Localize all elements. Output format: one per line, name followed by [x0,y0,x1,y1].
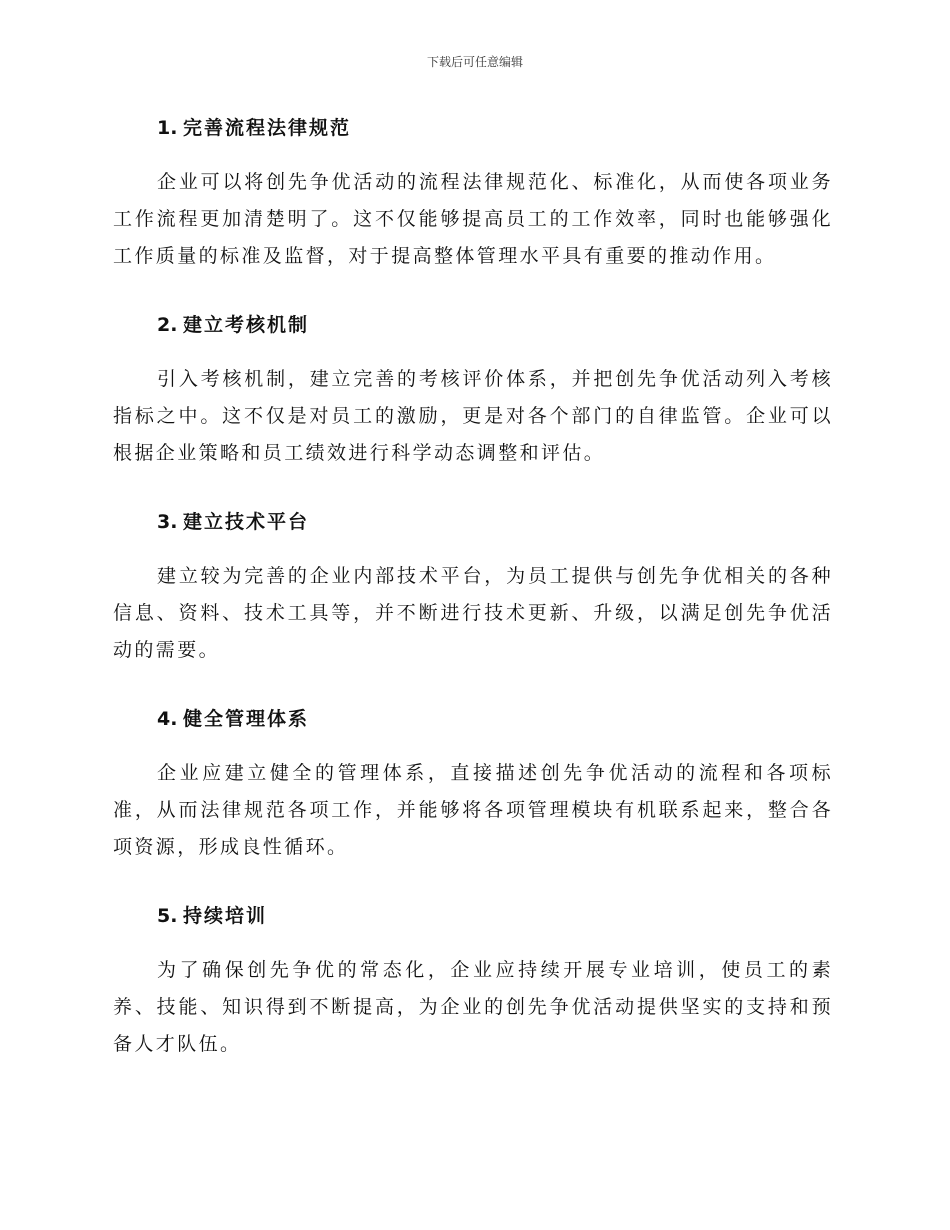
section-heading [157,504,833,540]
section-heading [157,701,833,737]
section-heading [157,898,833,934]
section-number: 3. [157,511,178,533]
section-number: 4. [157,708,178,730]
section-paragraph: 建立较为完善的企业内部技术平台，为员工提供与创先争优相关的各种信息、资料、技术工具等，并不断进行技术更新、升级，以满足创先争优活动的需要。 [113,565,833,661]
section-paragraph: 企业可以将创先争优活动的流程法律规范化、标准化，从而使各项业务工作流程更加清楚明了。这不仅能够提高员工的工作效率，同时也能够强化工作质量的标准及监督，对于提高整体管理水平具有重要的推动作用。 [113,171,833,267]
section-heading [157,110,833,146]
section-paragraph: 企业应建立健全的管理体系，直接描述创先争优活动的流程和各项标准，从而法律规范各项工作，并能够将各项管理模块有机联系起来，整合各项资源，形成良性循环。 [113,762,833,858]
section-number: 1. [157,117,178,139]
section-number: 2. [157,314,178,336]
section-4 [113,701,833,866]
section-paragraph: 引入考核机制，建立完善的考核评价体系，并把创先争优活动列入考核指标之中。这不仅是对员工的激励，更是对各个部门的自律监管。企业可以根据企业策略和员工绩效进行科学动态调整和评估。 [113,368,833,464]
section-2 [113,307,833,472]
section-title: 健全管理体系 [183,708,310,730]
section-paragraph: 为了确保创先争优的常态化，企业应持续开展专业培训，使员工的素养、技能、知识得到不断提高，为企业的创先争优活动提供坚实的支持和预备人才队伍。 [113,959,833,1055]
section-5 [113,898,833,1063]
section-title: 建立技术平台 [183,511,310,533]
section-heading [157,307,833,343]
section-number: 5. [157,905,178,927]
document-body [113,110,833,1095]
section-title: 建立考核机制 [183,314,310,336]
section-title: 持续培训 [183,905,268,927]
page-header: 下载后可任意编辑 [426,55,523,69]
section-3 [113,504,833,669]
section-title: 完善流程法律规范 [183,117,352,139]
section-1 [113,110,833,275]
